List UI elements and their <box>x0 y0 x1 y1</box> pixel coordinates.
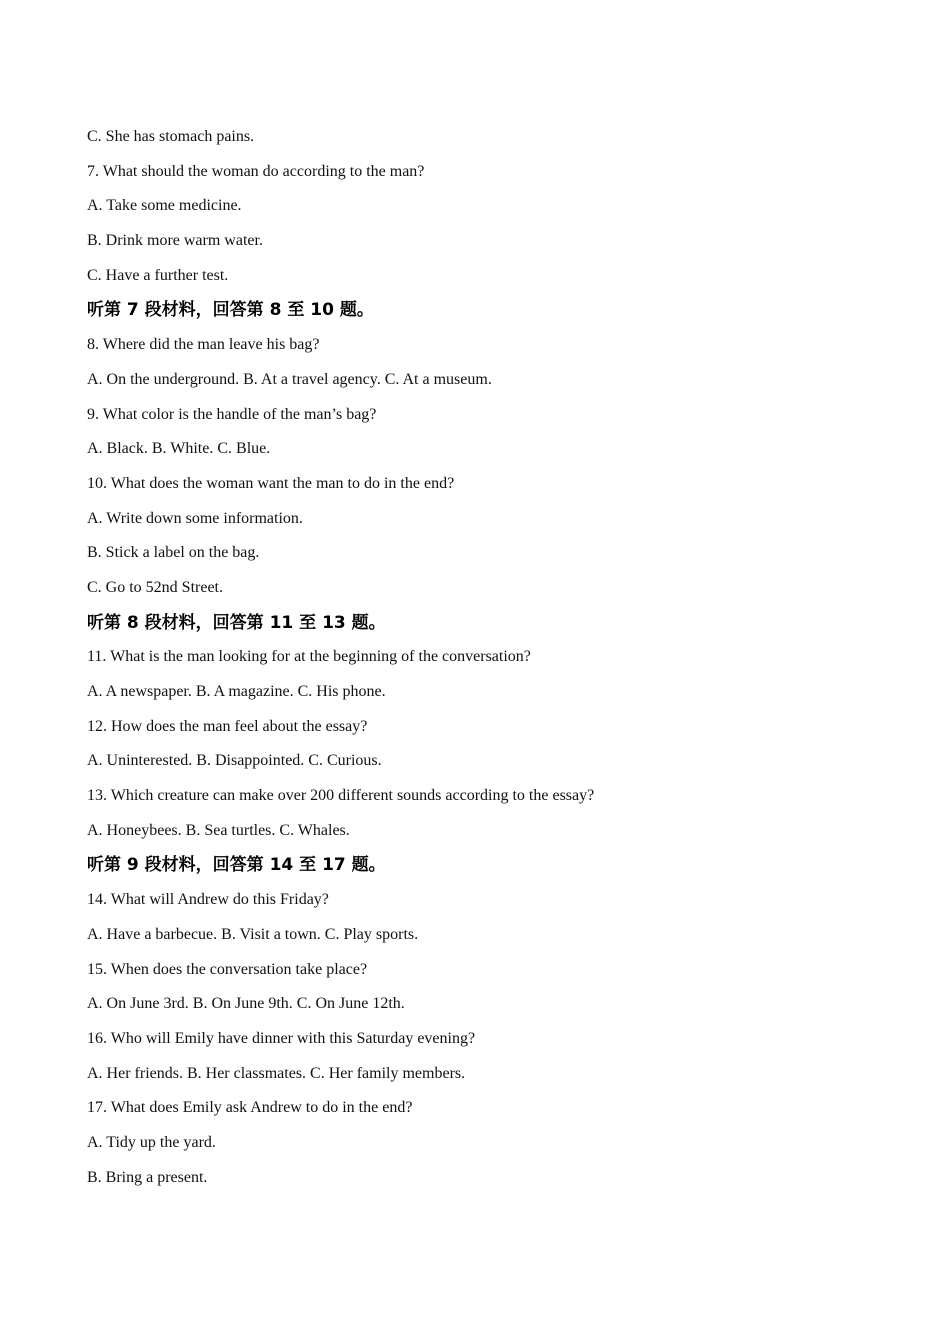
option-line: A. Have a barbecue. B. Visit a town. C. Play sports. <box>87 925 419 943</box>
option-line: C. Go to 52nd Street. <box>87 578 223 596</box>
question-line: 14. What will Andrew do this Friday? <box>87 891 329 909</box>
option-line: A. Take some medicine. <box>87 197 242 215</box>
option-line: A. Her friends. B. Her classmates. C. Her family members. <box>87 1064 466 1082</box>
question-line: 7. What should the woman do according to the man? <box>87 162 425 180</box>
option-line: C. Have a further test. <box>87 266 229 284</box>
question-line: 9. What color is the handle of the man’s bag? <box>87 405 377 423</box>
option-line: A. On June 3rd. B. On June 9th. C. On June 12th. <box>87 995 405 1013</box>
question-line: 15. When does the conversation take place? <box>87 960 368 978</box>
option-line: B. Bring a present. <box>87 1168 208 1186</box>
exam-content <box>87 120 867 1195</box>
option-line: A. On the underground. B. At a travel agency. C. At a museum. <box>87 370 492 388</box>
option-line: B. Drink more warm water. <box>87 232 263 250</box>
option-line: A. Tidy up the yard. <box>87 1133 216 1151</box>
section-heading: 听第 9 段材料，回答第 14 至 17 题。 <box>87 855 386 876</box>
option-line: A. Honeybees. B. Sea turtles. C. Whales. <box>87 821 350 839</box>
option-line: A. Black. B. White. C. Blue. <box>87 440 271 458</box>
question-line: 13. Which creature can make over 200 different sounds according to the essay? <box>87 787 595 805</box>
question-line: 12. How does the man feel about the essay? <box>87 717 368 735</box>
question-line: 8. Where did the man leave his bag? <box>87 336 320 354</box>
option-line: B. Stick a label on the bag. <box>87 544 260 562</box>
section-heading: 听第 7 段材料，回答第 8 至 10 题。 <box>87 300 374 321</box>
option-line: A. A newspaper. B. A magazine. C. His phone. <box>87 683 386 700</box>
option-line: A. Uninterested. B. Disappointed. C. Curious. <box>87 752 382 770</box>
option-line: A. Write down some information. <box>87 509 303 527</box>
question-line: 16. Who will Emily have dinner with this Saturday evening? <box>87 1029 476 1047</box>
section-heading: 听第 8 段材料，回答第 11 至 13 题。 <box>87 612 386 633</box>
question-line: 10. What does the woman want the man to do in the end? <box>87 474 455 492</box>
option-line: C. She has stomach pains. <box>87 128 255 145</box>
question-line: 17. What does Emily ask Andrew to do in the end? <box>87 1099 413 1117</box>
question-line: 11. What is the man looking for at the beginning of the conversation? <box>87 648 531 666</box>
